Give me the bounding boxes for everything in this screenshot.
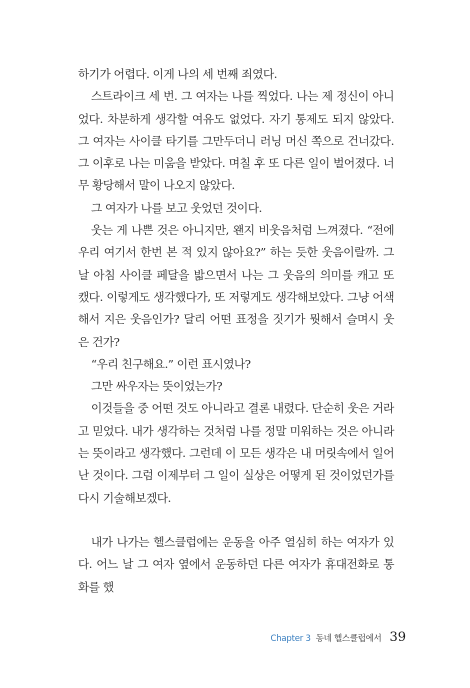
page-footer bbox=[270, 630, 406, 645]
chapter-label: Chapter 3 bbox=[270, 634, 311, 644]
paragraph: 그만 싸우자는 뜻이었는가? bbox=[91, 379, 223, 394]
paragraph: “우리 친구해요.” 이런 표시였나? bbox=[91, 356, 251, 371]
section-break bbox=[78, 509, 394, 531]
paragraph: 하기가 어렵다. 이게 나의 세 번째 죄였다. bbox=[78, 67, 278, 81]
page-number: 39 bbox=[389, 630, 406, 645]
paragraph: 그 여자가 나를 보고 웃었던 것이다. bbox=[91, 200, 262, 215]
body-text bbox=[78, 63, 394, 598]
paragraph: 웃는 게 나쁜 것은 아니지만, 왠지 비웃음처럼 느껴졌다. “전에 우리 여기서 한번 본 적 있지 않아요?” 하는 듯한 웃음이랄까. 그날 아침 사이클 페달을 밟으면서 나는 그 웃음의 의미를 캐고 또 캤다. 이렇게도 생각했다가, 또 저렇게도 생각해보았다. 그냥 어색해서 지은 웃음인가? 달리 어떤 표정을 짓기가 뭣해서 슬며시 웃은 건가? bbox=[78, 223, 394, 349]
paragraph: 스트라이크 세 번. 그 여자는 나를 찍었다. 나는 제 정신이 아니었다. 차분하게 생각할 여유도 없었다. 자기 통제도 되지 않았다. 그 여자는 사이클 타기를 그만두더니 러닝 머신 쪽으로 건너갔다. 그 이후로 나는 미움을 받았다. 며칠 후 또 다른 일이 벌어졌다. 너무 황당해서 말이 나오지 않았다. bbox=[78, 89, 394, 193]
paragraph: 이것들을 중 어떤 것도 아니라고 결론 내렸다. 단순히 웃은 거라고 믿었다. 내가 생각하는 것처럼 나를 정말 미워하는 것은 아니라는 뜻이라고 생각했다. 그런데 이 모든 생각은 내 머릿속에서 일어난 것이다. 그럼 이제부터 그 일이 실상은 어떻게 된 것이었던가를 다시 기술해보겠다. bbox=[78, 401, 394, 505]
chapter-title: 동네 헬스클럽에서 bbox=[315, 634, 382, 644]
paragraph: 내가 나가는 헬스클럽에는 운동을 아주 열심히 하는 여자가 있다. 어느 날 그 여자 옆에서 운동하던 다른 여자가 휴대전화로 통화를 했 bbox=[78, 534, 394, 594]
